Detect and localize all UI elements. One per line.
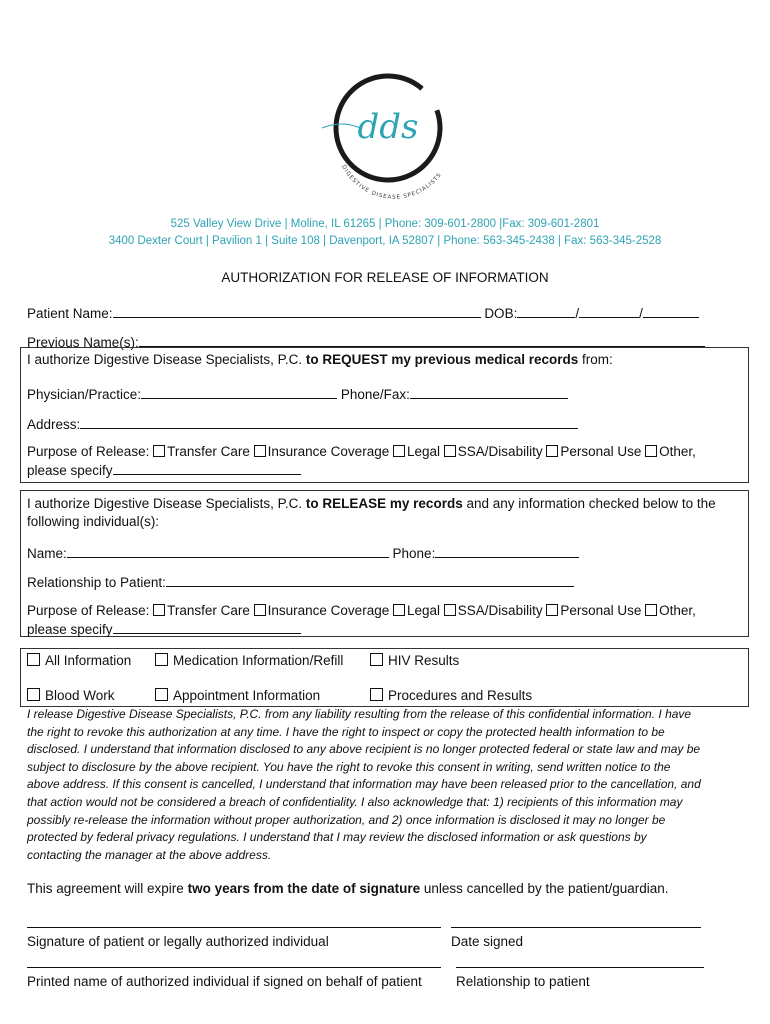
relationship-line[interactable]	[456, 967, 704, 968]
checkbox[interactable]	[645, 445, 657, 457]
previous-names-label: Previous Name(s):	[27, 335, 139, 350]
date-signed-line[interactable]	[451, 927, 701, 928]
info-type-option	[370, 688, 532, 703]
patient-name-row	[27, 304, 699, 321]
logo-ring-text: DIGESTIVE DISEASE SPECIALISTS	[340, 164, 444, 201]
release-intro-post: and any information checked below to the	[466, 496, 716, 511]
date-signed-label: Date signed	[451, 934, 524, 949]
release-intro-text: I authorize Digestive Disease Specialists, P.C.	[27, 496, 303, 511]
request-phone-field[interactable]	[410, 385, 568, 399]
dob-year-field[interactable]	[643, 304, 699, 318]
patient-name-field[interactable]	[113, 304, 481, 318]
address-line-1: 525 Valley View Drive | Moline, IL 61265 | Phone: 309-601-2800 |Fax: 309-601-2801	[170, 218, 600, 230]
info-type-label: Appointment Information	[173, 688, 321, 703]
checkbox[interactable]	[370, 653, 383, 666]
checkbox[interactable]	[155, 653, 168, 666]
printed-name-label: Printed name of authorized individual if signed on behalf of patient	[27, 974, 422, 989]
printed-name-line[interactable]	[27, 967, 441, 968]
info-type-label: All Information	[45, 653, 132, 668]
release-specify-row	[27, 620, 301, 637]
request-intro-text: I authorize Digestive Disease Specialists, P.C.	[27, 352, 303, 367]
purpose-option: Other,	[659, 603, 696, 618]
release-purpose-label: Purpose of Release:	[27, 603, 150, 618]
relationship-row	[27, 573, 574, 590]
disclaimer-line: above address. If this consent is cancelled, I understand that information may have been released prior to the cancellation, and	[27, 777, 701, 792]
info-type-label: Procedures and Results	[388, 688, 533, 703]
release-specify-field[interactable]	[113, 620, 301, 634]
disclaimer-line: subject to disclosure by the above recipient. You have the right to revoke this consent in writing, send written notice to the	[27, 759, 671, 774]
dob-separator: /	[575, 306, 580, 321]
release-name-label: Name:	[27, 546, 67, 561]
purpose-option: Insurance Coverage	[267, 444, 390, 459]
checkbox[interactable]	[153, 445, 165, 457]
purpose-option: Insurance Coverage	[267, 603, 390, 618]
request-purpose-label: Purpose of Release:	[27, 444, 150, 459]
info-type-label: Medication Information/Refill	[173, 653, 344, 668]
checkbox[interactable]	[393, 604, 405, 616]
dob-separator: /	[639, 306, 643, 321]
dob-label: DOB:	[484, 306, 518, 321]
signature-line[interactable]	[27, 927, 441, 928]
disclaimer-line: disclosed. I understand that information disclosed to any above recipient is no longer protected federal or state law and may be	[27, 742, 701, 757]
purpose-option: Transfer Care	[167, 603, 250, 618]
request-address-field[interactable]	[80, 415, 578, 429]
checkbox[interactable]	[153, 604, 165, 616]
checkbox[interactable]	[645, 604, 657, 616]
purpose-option: Personal Use	[560, 603, 642, 618]
disclaimer-line: I release Digestive Disease Specialists, P.C. from any liability resulting from the release of this confidential information. I have	[27, 707, 692, 721]
dob-day-field[interactable]	[579, 304, 639, 318]
expiry-statement	[27, 881, 669, 896]
checkbox[interactable]	[27, 688, 40, 701]
purpose-option: Legal	[406, 603, 441, 618]
release-specify-label: please specify	[27, 622, 113, 637]
relationship-label: Relationship to Patient:	[27, 575, 166, 590]
checkbox[interactable]	[546, 604, 558, 616]
request-purpose-row	[27, 444, 696, 459]
checkbox[interactable]	[444, 445, 456, 457]
physician-row	[27, 385, 568, 402]
physician-label: Physician/Practice:	[27, 387, 142, 402]
purpose-option: Other,	[659, 444, 696, 459]
checkbox[interactable]	[155, 688, 168, 701]
info-type-label: HIV Results	[388, 653, 460, 668]
request-address-row	[27, 415, 578, 432]
request-intro	[27, 352, 613, 367]
disclaimer-line: possibly re-release the information without proper authorization, and 2) once information is disclosed it may no longer be	[27, 812, 666, 827]
address-line-2: 3400 Dexter Court | Pavilion 1 | Suite 108 | Davenport, IA 52807 | Phone: 563-345-2438 | Fax: 563-345-2528	[108, 235, 662, 247]
dds-logo	[312, 66, 462, 202]
disclaimer-line: the right to revoke this authorization at any time. I have the right to inspect or copy the protected health information to be	[27, 724, 665, 739]
purpose-option: SSA/Disability	[457, 603, 543, 618]
purpose-option: Legal	[406, 444, 441, 459]
disclaimer-line: contacting the manager at the above address.	[27, 847, 272, 862]
previous-names-field[interactable]	[139, 333, 705, 347]
checkbox[interactable]	[393, 445, 405, 457]
disclaimer-paragraph	[27, 706, 747, 864]
release-purpose-row	[27, 603, 696, 618]
patient-name-label: Patient Name:	[27, 306, 113, 321]
release-name-row	[27, 544, 579, 561]
request-phone-label: Phone/Fax:	[340, 387, 410, 402]
info-type-label: Blood Work	[45, 688, 115, 703]
request-specify-row	[27, 461, 301, 478]
request-specify-label: please specify	[27, 463, 113, 478]
info-type-option	[27, 688, 115, 703]
request-specify-field[interactable]	[113, 461, 301, 475]
logo-initials: dds	[357, 107, 419, 147]
request-address-label: Address:	[27, 417, 81, 432]
release-phone-field[interactable]	[435, 544, 579, 558]
checkbox[interactable]	[546, 445, 558, 457]
purpose-option: Transfer Care	[167, 444, 250, 459]
disclaimer-line: that action would not be considered a breach of confidentiality. I also acknowledge that: 1) recipients of this information may	[27, 794, 683, 809]
info-type-option	[370, 653, 459, 668]
request-intro-from: from:	[582, 352, 613, 367]
checkbox[interactable]	[370, 688, 383, 701]
release-intro-line-2: following individual(s):	[27, 514, 160, 529]
relationship-to-patient-label: Relationship to patient	[456, 974, 590, 989]
disclaimer-line: protected by federal privacy regulations. I understand that I may review the disclosed information or ask questions by	[27, 830, 647, 845]
expiry-text-post: unless cancelled by the patient/guardian.	[423, 881, 669, 896]
release-intro-bold: to RELEASE my records	[305, 496, 463, 511]
dob-month-field[interactable]	[517, 304, 575, 318]
signature-label: Signature of patient or legally authorized individual	[27, 934, 329, 949]
physician-field[interactable]	[141, 385, 337, 399]
checkbox[interactable]	[444, 604, 456, 616]
checkbox[interactable]	[254, 445, 266, 457]
release-name-field[interactable]	[67, 544, 389, 558]
info-type-option	[155, 653, 343, 668]
release-phone-label: Phone:	[392, 546, 436, 561]
checkbox[interactable]	[27, 653, 40, 666]
relationship-field[interactable]	[166, 573, 574, 587]
expiry-text: This agreement will expire	[27, 881, 184, 896]
purpose-option: SSA/Disability	[457, 444, 543, 459]
info-type-option	[155, 688, 320, 703]
request-intro-bold: to REQUEST my previous medical records	[305, 352, 579, 367]
checkbox[interactable]	[254, 604, 266, 616]
release-intro	[27, 496, 716, 511]
page-title: AUTHORIZATION FOR RELEASE OF INFORMATION	[221, 270, 549, 285]
purpose-option: Personal Use	[560, 444, 642, 459]
info-type-option	[27, 653, 131, 668]
expiry-bold: two years from the date of signature	[187, 881, 421, 896]
